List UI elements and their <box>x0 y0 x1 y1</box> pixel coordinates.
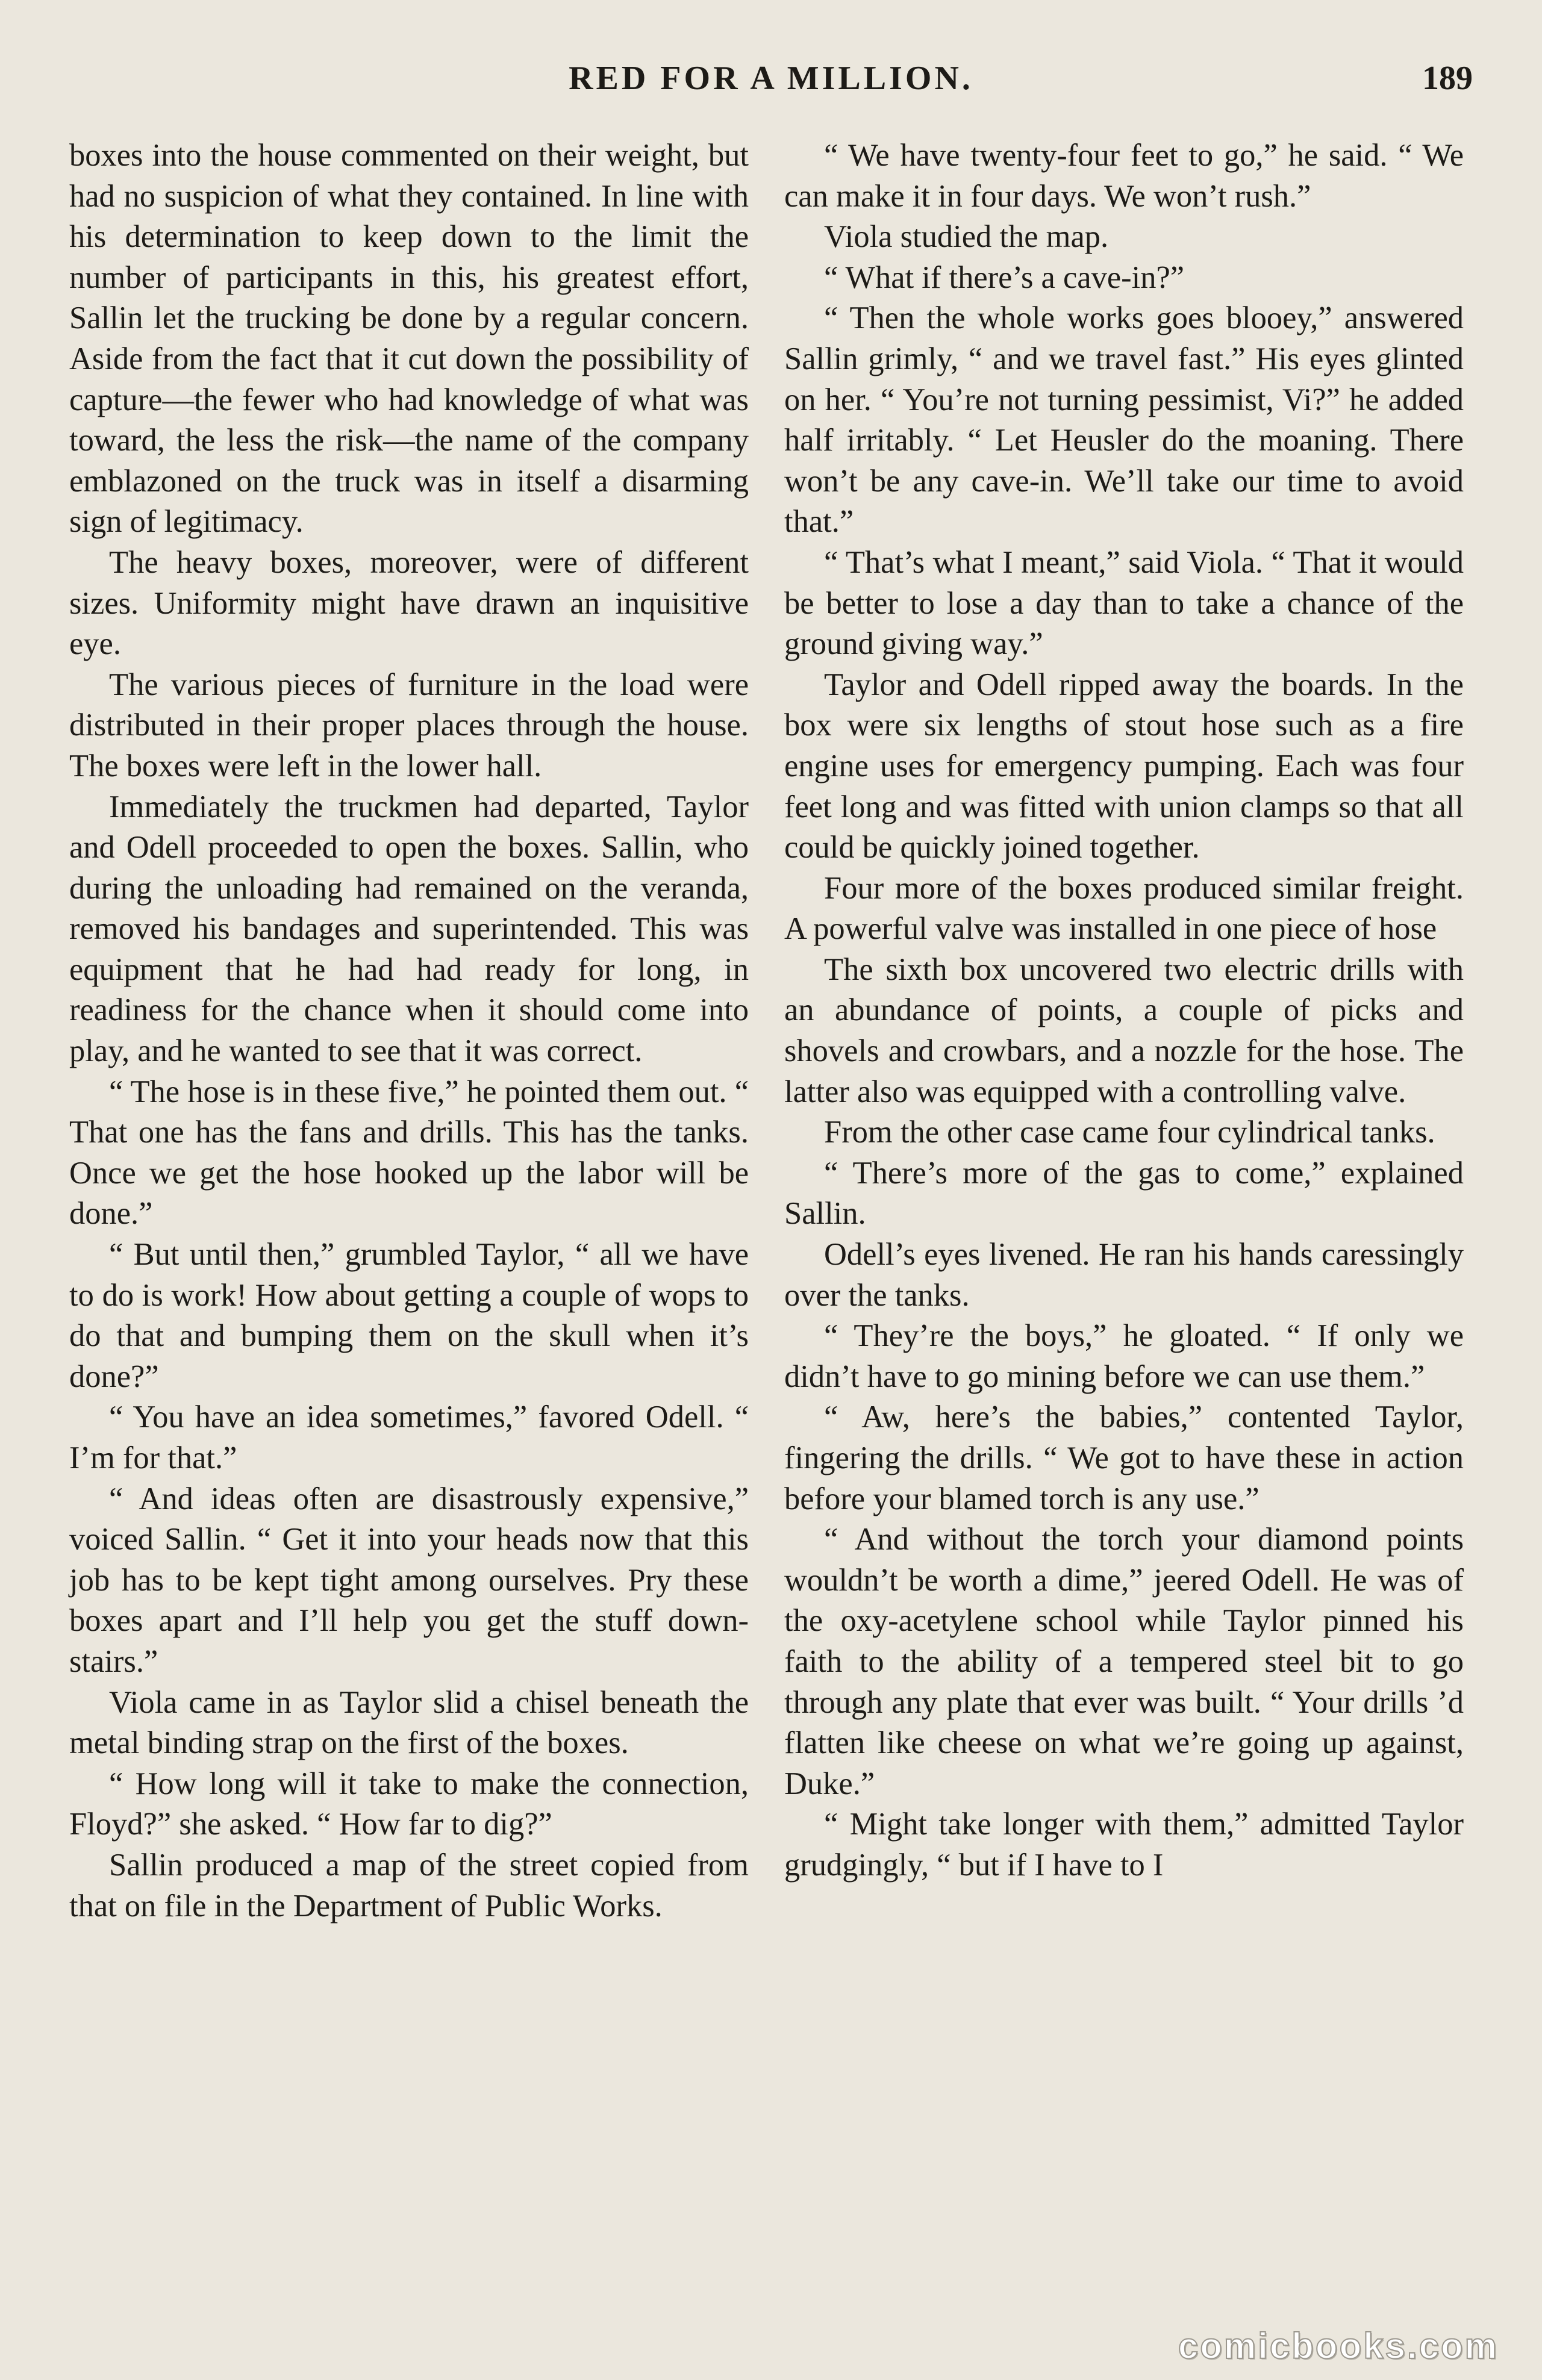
paragraph: “ Might take longer with them,” admitted Taylor grudgingly, “ but if I have to I <box>784 1807 1464 1883</box>
paragraph: boxes into the house commented on their weight, but had no suspicion of what they contained. In line with his determination to keep down to the limit the number of participants in this, his greatest effort, Sallin let the trucking be done by a regular concern. Aside from the fact that it cut down the possibility of capture—the fewer who had knowledge of what was toward, the less the risk—the name of the company emblazoned on the truck was in itself a disarming sign of legitimacy. <box>69 138 749 540</box>
watermark: comicbooks.com <box>1178 2326 1499 2366</box>
paragraph: “ The hose is in these five,” he pointed them out. “ That one has the fans and drills. This has the tanks. Once we get the hose hooked up the labor will be done.” <box>69 1074 749 1232</box>
page-number: 189 <box>1422 60 1473 97</box>
paragraph: “ They’re the boys,” he gloated. “ If only we didn’t have to go mining before we can use them.” <box>784 1318 1464 1394</box>
paragraph: “ And without the torch your diamond points wouldn’t be worth a dime,” jeered Odell. He was of the oxy-acetylene school while Taylor pinned his faith to the ability of a tempered steel bit to go through any plate that ever was built. “ Your drills ’d flatten like cheese on what we’re going up against, Duke.” <box>784 1522 1464 1801</box>
right-column <box>784 136 1464 1886</box>
chapter-title: RED FOR A MILLION. <box>569 60 973 97</box>
paragraph: “ And ideas often are disastrously expensive,” voiced Sallin. “ Get it into your heads now that this job has to be kept tight among ourselves. Pry these boxes apart and I’ll help you get the stuff downstairs.” <box>69 1481 749 1679</box>
paragraph: From the other case came four cylindrical tanks. <box>824 1115 1435 1150</box>
running-head <box>69 59 1473 113</box>
paragraph: Sallin produced a map of the street copied from that on file in the Department of Public Works. <box>69 1847 749 1924</box>
paragraph: “ You have an idea sometimes,” favored Odell. “ I’m for that.” <box>69 1400 749 1475</box>
paragraph: Viola studied the map. <box>824 219 1109 255</box>
paragraph: “ We have twenty-four feet to go,” he said. “ We can make it in four days. We won’t rush.” <box>784 138 1464 214</box>
paragraph: “ Then the whole works goes blooey,” answered Sallin grimly, “ and we travel fast.” His eyes glinted on her. “ You’re not turning pessimist, Vi?” he added half irritably. “ Let Heusler do the moaning. There won’t be any cave-in. We’ll take our time to avoid that.” <box>784 301 1464 540</box>
paragraph: “ Aw, here’s the babies,” contented Taylor, fingering the drills. “ We got to have these in action before your blamed torch is any use.” <box>784 1400 1464 1516</box>
paragraph: The various pieces of furniture in the load were distributed in their proper places through the house. The boxes were left in the lower hall. <box>69 667 749 783</box>
paragraph: “ But until then,” grumbled Taylor, “ all we have to do is work! How about getting a couple of wops to do that and bumping them on the skull when it’s done?” <box>69 1237 749 1394</box>
paragraph: Viola came in as Taylor slid a chisel beneath the metal binding strap on the first of the boxes. <box>69 1684 749 1761</box>
paragraph: “ What if there’s a cave-in?” <box>824 260 1185 295</box>
paragraph: The heavy boxes, moreover, were of different sizes. Uniformity might have drawn an inquisitive eye. <box>69 544 749 662</box>
paragraph: Odell’s eyes livened. He ran his hands caressingly over the tanks. <box>784 1237 1464 1313</box>
paragraph: “ There’s more of the gas to come,” explained Sallin. <box>784 1155 1464 1232</box>
paragraph: The sixth box uncovered two electric drills with an abundance of points, a couple of picks and shovels and crowbars, and a nozzle for the hose. The latter also was equipped with a controlling valve. <box>784 952 1464 1109</box>
paragraph: Immediately the truckmen had departed, Taylor and Odell proceeded to open the boxes. Sallin, who during the unloading had remained on the veranda, removed his bandages and superintended. This was equipment that he had had ready for long, in readiness for the chance when it should come into play, and he wanted to see that it was correct. <box>69 789 749 1069</box>
paragraph: “ That’s what I meant,” said Viola. “ That it would be better to lose a day than to take a chance of the ground giving way.” <box>784 544 1464 662</box>
paragraph: Taylor and Odell ripped away the boards. In the box were six lengths of stout hose such as a fire engine uses for emergency pumping. Each was four feet long and was fitted with union clamps so that all could be quickly joined together. <box>784 667 1464 865</box>
left-column <box>69 136 749 1927</box>
paragraph: Four more of the boxes produced similar freight. A powerful valve was installed in one piece of hose <box>784 870 1464 947</box>
paragraph: “ How long will it take to make the connection, Floyd?” she asked. “ How far to dig?” <box>69 1766 749 1842</box>
